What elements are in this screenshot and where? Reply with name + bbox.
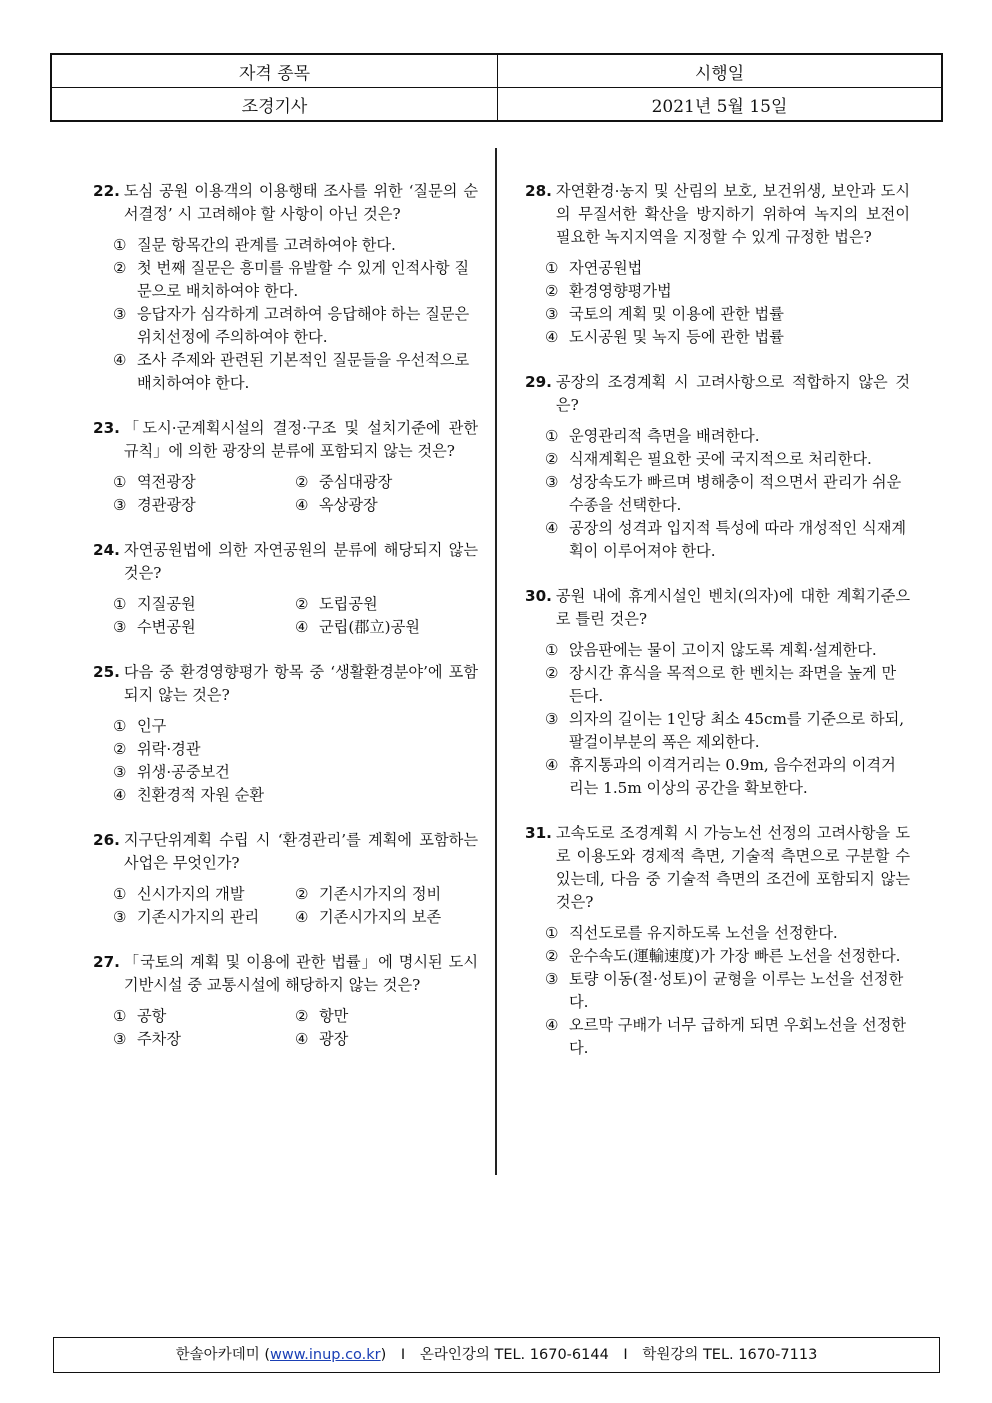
answer-option[interactable]	[113, 616, 295, 639]
option-text: 질문 항목간의 관계를 고려하여야 한다.	[137, 236, 396, 254]
question-header	[525, 371, 910, 417]
option-text: 조사 주제와 관련된 기본적인 질문들을 우선적으로 배치하여야 한다.	[137, 351, 470, 392]
option-text: 주차장	[137, 1030, 182, 1048]
answer-option[interactable]	[545, 471, 910, 517]
option-text: 친환경적 자원 순환	[137, 786, 265, 804]
answer-option[interactable]	[113, 906, 295, 929]
question-text: 다음 중 환경영향평가 항목 중 ‘생활환경분야’에 포함되지 않는 것은?	[123, 663, 478, 704]
footer-separator: I	[623, 1347, 628, 1363]
question-number: 30.	[525, 587, 552, 605]
option-text: 위생·공중보건	[137, 763, 230, 781]
option-text: 첫 번째 질문은 흥미를 유발할 수 있게 인적사항 질문으로 배치하여야 한다.	[137, 259, 470, 300]
option-text: 역전광장	[137, 473, 196, 491]
column-divider	[495, 148, 497, 1175]
option-text: 장시간 휴식을 목적으로 한 벤치는 좌면을 높게 만든다.	[569, 664, 897, 705]
option-text: 자연공원법	[569, 259, 643, 277]
answer-option[interactable]	[295, 471, 477, 494]
answer-options	[93, 883, 478, 929]
question-header	[525, 180, 910, 249]
option-text: 식재계획은 필요한 곳에 국지적으로 처리한다.	[569, 450, 872, 468]
question-number: 22.	[93, 182, 120, 200]
footer-link[interactable]: www.inup.co.kr	[270, 1347, 381, 1363]
question-header	[525, 585, 910, 631]
option-marker: ①	[545, 427, 559, 445]
answer-option[interactable]	[295, 616, 477, 639]
option-text: 옥상광장	[319, 496, 378, 514]
option-marker: ②	[545, 282, 559, 300]
answer-option[interactable]	[113, 471, 295, 494]
right-column	[525, 180, 910, 1082]
option-marker: ①	[113, 236, 127, 254]
footer-academy: 한솔아카데미	[175, 1347, 260, 1363]
question-header	[525, 822, 910, 914]
question	[93, 951, 478, 1051]
header-value-category: 조경기사	[51, 88, 498, 122]
option-marker: ③	[113, 618, 127, 636]
footer-separator: I	[400, 1347, 406, 1363]
option-marker: ②	[113, 740, 127, 758]
question-text: 「국토의 계획 및 이용에 관한 법률」에 명시된 도시기반시설 중 교통시설에 해당하지 않는 것은?	[123, 953, 478, 994]
option-text: 도립공원	[319, 595, 378, 613]
answer-option[interactable]	[113, 257, 478, 303]
option-marker: ③	[545, 970, 559, 988]
option-text: 국토의 계획 및 이용에 관한 법률	[569, 305, 784, 323]
answer-option[interactable]	[113, 593, 295, 616]
answer-option[interactable]	[113, 1028, 295, 1051]
answer-option[interactable]	[545, 425, 910, 448]
option-marker: ①	[113, 885, 127, 903]
question-number: 31.	[525, 824, 552, 842]
header-table	[50, 53, 943, 122]
answer-options	[93, 471, 478, 517]
option-text: 의자의 길이는 1인당 최소 45cm를 기준으로 하되, 팔걸이부분의 폭은 제외한다.	[569, 710, 905, 751]
option-text: 기존시가지의 보존	[319, 908, 442, 926]
option-text: 광장	[319, 1030, 349, 1048]
answer-option[interactable]	[113, 738, 478, 761]
option-text: 중심대광장	[319, 473, 393, 491]
option-marker: ②	[113, 259, 127, 277]
question-header	[93, 539, 478, 585]
option-marker: ②	[545, 947, 559, 965]
option-marker: ②	[545, 450, 559, 468]
question-text: 자연환경·농지 및 산림의 보호, 보건위생, 보안과 도시의 무질서한 확산을 방지하기 위하여 녹지의 보전이 필요한 녹지지역을 지정할 수 있게 규정한 법은?	[555, 182, 910, 246]
option-text: 신시가지의 개발	[137, 885, 245, 903]
answer-option[interactable]	[295, 494, 477, 517]
answer-option[interactable]	[545, 708, 910, 754]
answer-option[interactable]	[113, 303, 478, 349]
answer-option[interactable]	[295, 1028, 477, 1051]
option-marker: ④	[113, 351, 127, 369]
header-label-date: 시행일	[498, 54, 943, 88]
question	[93, 539, 478, 639]
answer-options	[93, 593, 478, 639]
answer-option[interactable]	[545, 945, 910, 968]
question	[93, 180, 478, 395]
question-text: 도심 공원 이용객의 이용행태 조사를 위한 ‘질문의 순서결정’ 시 고려해야 할 사항이 아닌 것은?	[123, 182, 478, 223]
option-marker: ④	[295, 1030, 309, 1048]
option-text: 위락·경관	[137, 740, 201, 758]
question-header	[93, 417, 478, 463]
question-number: 29.	[525, 373, 552, 391]
question	[525, 822, 910, 1060]
question-text: 공원 내에 휴게시설인 벤치(의자)에 대한 계획기준으로 틀린 것은?	[555, 587, 910, 628]
option-text: 환경영향평가법	[569, 282, 672, 300]
answer-option[interactable]	[545, 280, 910, 303]
option-marker: ②	[295, 885, 309, 903]
answer-options	[93, 715, 478, 807]
option-marker: ③	[113, 496, 127, 514]
answer-option[interactable]	[545, 922, 910, 945]
answer-option[interactable]	[545, 326, 910, 349]
option-marker: ②	[295, 473, 309, 491]
option-text: 군립(郡立)공원	[319, 618, 420, 636]
option-text: 수변공원	[137, 618, 196, 636]
question-text: 자연공원법에 의한 자연공원의 분류에 해당되지 않는 것은?	[123, 541, 478, 582]
option-marker: ①	[545, 259, 559, 277]
answer-option[interactable]	[113, 1005, 295, 1028]
option-text: 공장의 성격과 입지적 특성에 따라 개성적인 식재계획이 이루어져야 한다.	[569, 519, 907, 560]
header-label-category: 자격 종목	[51, 54, 498, 88]
option-marker: ①	[113, 1007, 127, 1025]
question	[93, 661, 478, 807]
option-marker: ①	[113, 595, 127, 613]
question-text: 지구단위계획 수립 시 ‘환경관리’를 계획에 포함하는 사업은 무엇인가?	[123, 831, 478, 872]
answer-options	[525, 639, 910, 800]
question-number: 25.	[93, 663, 120, 681]
question-number: 28.	[525, 182, 552, 200]
question	[93, 417, 478, 517]
question	[525, 371, 910, 563]
option-text: 도시공원 및 녹지 등에 관한 법률	[569, 328, 784, 346]
option-text: 항만	[319, 1007, 349, 1025]
question-text: 공장의 조경계획 시 고려사항으로 적합하지 않은 것은?	[555, 373, 910, 414]
question	[525, 585, 910, 800]
option-marker: ④	[295, 496, 309, 514]
option-text: 토량 이동(절·성토)이 균형을 이루는 노선을 선정한다.	[569, 970, 904, 1011]
answer-option[interactable]	[545, 448, 910, 471]
option-text: 기존시가지의 정비	[319, 885, 442, 903]
question-header	[93, 951, 478, 997]
option-text: 지질공원	[137, 595, 196, 613]
option-marker: ①	[113, 473, 127, 491]
option-marker: ①	[545, 641, 559, 659]
answer-option[interactable]	[545, 257, 910, 280]
answer-option[interactable]	[113, 784, 478, 807]
answer-option[interactable]	[113, 761, 478, 784]
answer-option[interactable]	[295, 906, 477, 929]
answer-options	[525, 425, 910, 563]
option-marker: ④	[545, 1016, 559, 1034]
header-value-date: 2021년 5월 15일	[498, 88, 943, 122]
option-marker: ④	[545, 756, 559, 774]
option-marker: ①	[545, 924, 559, 942]
option-text: 운영관리적 측면을 배려한다.	[569, 427, 760, 445]
option-marker: ②	[545, 664, 559, 682]
question-text: 「도시·군계획시설의 결정·구조 및 설치기준에 관한 규칙」에 의한 광장의 분류에 포함되지 않는 것은?	[123, 419, 478, 460]
option-marker: ②	[295, 1007, 309, 1025]
answer-options	[525, 922, 910, 1060]
option-marker: ④	[295, 908, 309, 926]
option-marker: ③	[113, 908, 127, 926]
option-marker: ③	[113, 1030, 127, 1048]
answer-option[interactable]	[295, 593, 477, 616]
question-text: 고속도로 조경계획 시 가능노선 선정의 고려사항을 도로 이용도와 경제적 측면, 기술적 측면으로 구분할 수 있는데, 다음 중 기술적 측면의 조건에 포함되지 않는 것은?	[555, 824, 910, 911]
answer-option[interactable]	[545, 303, 910, 326]
answer-options	[93, 234, 478, 395]
option-text: 경관광장	[137, 496, 196, 514]
option-marker: ④	[545, 519, 559, 537]
option-text: 응답자가 심각하게 고려하여 응답해야 하는 질문은 위치선정에 주의하여야 한다.	[137, 305, 470, 346]
answer-option[interactable]	[295, 883, 477, 906]
option-text: 성장속도가 빠르며 병해충이 적으면서 관리가 쉬운 수종을 선택한다.	[569, 473, 902, 514]
option-text: 앉음판에는 물이 고이지 않도록 계획·설계한다.	[569, 641, 877, 659]
answer-option[interactable]	[113, 494, 295, 517]
question-header	[93, 180, 478, 226]
footer: 한솔아카데미 (www.inup.co.kr) I 온라인강의 TEL. 1670-6144 I 학원강의 TEL. 1670-7113	[53, 1337, 940, 1373]
option-marker: ②	[295, 595, 309, 613]
answer-options	[525, 257, 910, 349]
option-marker: ③	[545, 710, 559, 728]
question-header	[93, 661, 478, 707]
question-header	[93, 829, 478, 875]
option-marker: ④	[295, 618, 309, 636]
option-text: 직선도로를 유지하도록 노선을 선정한다.	[569, 924, 838, 942]
option-marker: ④	[545, 328, 559, 346]
answer-option[interactable]	[113, 234, 478, 257]
option-text: 기존시가지의 관리	[137, 908, 260, 926]
option-text: 운수속도(運輸速度)가 가장 빠른 노선을 선정한다.	[569, 947, 901, 965]
option-marker: ③	[113, 305, 127, 323]
option-marker: ③	[545, 473, 559, 491]
question	[93, 829, 478, 929]
answer-option[interactable]	[545, 517, 910, 563]
option-text: 공항	[137, 1007, 167, 1025]
question-number: 24.	[93, 541, 120, 559]
answer-option[interactable]	[545, 1014, 910, 1060]
answer-option[interactable]	[295, 1005, 477, 1028]
question-number: 26.	[93, 831, 120, 849]
option-text: 오르막 구배가 너무 급하게 되면 우회노선을 선정한다.	[569, 1016, 907, 1057]
option-marker: ③	[113, 763, 127, 781]
answer-option[interactable]	[545, 754, 910, 800]
option-marker: ③	[545, 305, 559, 323]
option-text: 인구	[137, 717, 167, 735]
answer-option[interactable]	[545, 639, 910, 662]
left-column	[93, 180, 478, 1073]
answer-options	[93, 1005, 478, 1051]
option-marker: ①	[113, 717, 127, 735]
answer-option[interactable]	[545, 662, 910, 708]
question-number: 23.	[93, 419, 120, 437]
footer-offline-tel: 학원강의 TEL. 1670-7113	[642, 1347, 818, 1363]
question	[525, 180, 910, 349]
answer-option[interactable]	[545, 968, 910, 1014]
option-marker: ④	[113, 786, 127, 804]
question-number: 27.	[93, 953, 120, 971]
option-text: 휴지통과의 이격거리는 0.9m, 음수전과의 이격거리는 1.5m 이상의 공간을 확보한다.	[569, 756, 896, 797]
answer-option[interactable]	[113, 349, 478, 395]
answer-option[interactable]	[113, 883, 295, 906]
footer-online-tel: 온라인강의 TEL. 1670-6144	[419, 1347, 609, 1363]
answer-option[interactable]	[113, 715, 478, 738]
